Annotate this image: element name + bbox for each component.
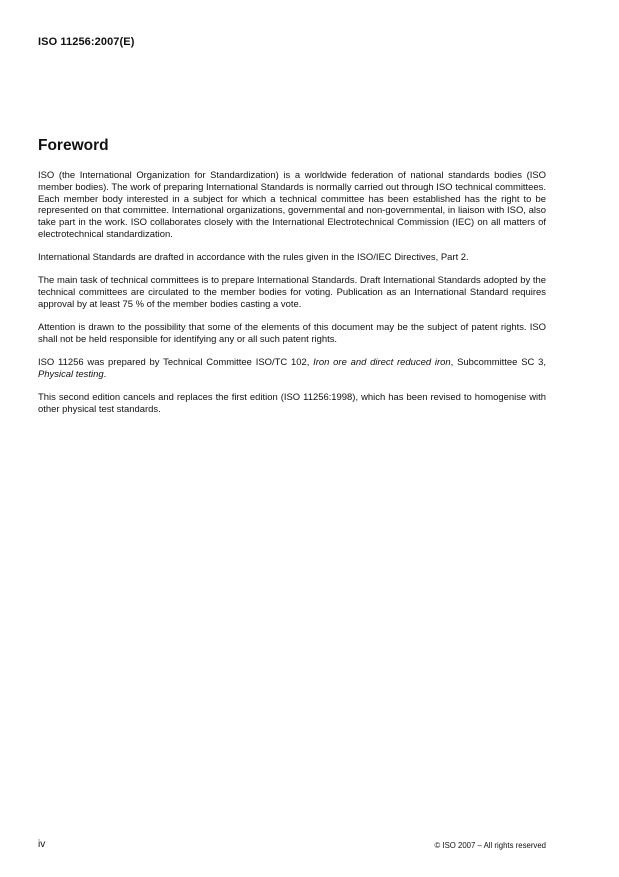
paragraph-main-task: The main task of technical committees is to prepare International Standards. Draft International Standards adopted by the technical committees are circulated to the member bodies for voting. Publication as an International Standard requires approval by at least 75 % of the member bodies casting a vote. [38, 275, 546, 310]
prepared-by-suffix: . [103, 368, 107, 380]
committee-title: Iron ore and direct reduced iron [313, 357, 451, 368]
prepared-by-prefix: ISO 11256 was prepared by Technical Committee ISO/TC 102, [38, 357, 314, 368]
foreword-body [38, 170, 546, 427]
prepared-by-middle: , Subcommittee SC 3, [450, 357, 546, 368]
page-number: iv [38, 839, 46, 850]
paragraph-patent-rights: Attention is drawn to the possibility that some of the elements of this document may be the subject of patent rights. ISO shall not be held responsible for identifying any or all such patent rights. [38, 322, 546, 345]
copyright-notice: © ISO 2007 – All rights reserved [434, 841, 546, 850]
subcommittee-title: Physical testing [38, 368, 104, 380]
paragraph-directives: International Standards are drafted in accordance with the rules given in the ISO/IEC Directives, Part 2. [38, 252, 469, 263]
section-title: Foreword [38, 137, 109, 154]
document-id-header: ISO 11256:2007(E) [38, 36, 135, 48]
paragraph-iso-intro: ISO (the International Organization for Standardization) is a worldwide federation of national standards bodies (ISO member bodies). The work of preparing International Standards is normally carried out through ISO technical committees. Each member body interested in a subject for which a technical committee has been established has the right to be represented on that committee. International organizations, governmental and non-governmental, in liaison with ISO, also take part in the work. ISO collaborates closely with the International Electrotechnical Commission (IEC) on all matters of electrotechnical standardization. [38, 170, 546, 240]
paragraph-edition: This second edition cancels and replaces the first edition (ISO 11256:1998), which has been revised to homogenise with other physical test standards. [38, 392, 546, 415]
paragraph-prepared-by [38, 357, 546, 381]
